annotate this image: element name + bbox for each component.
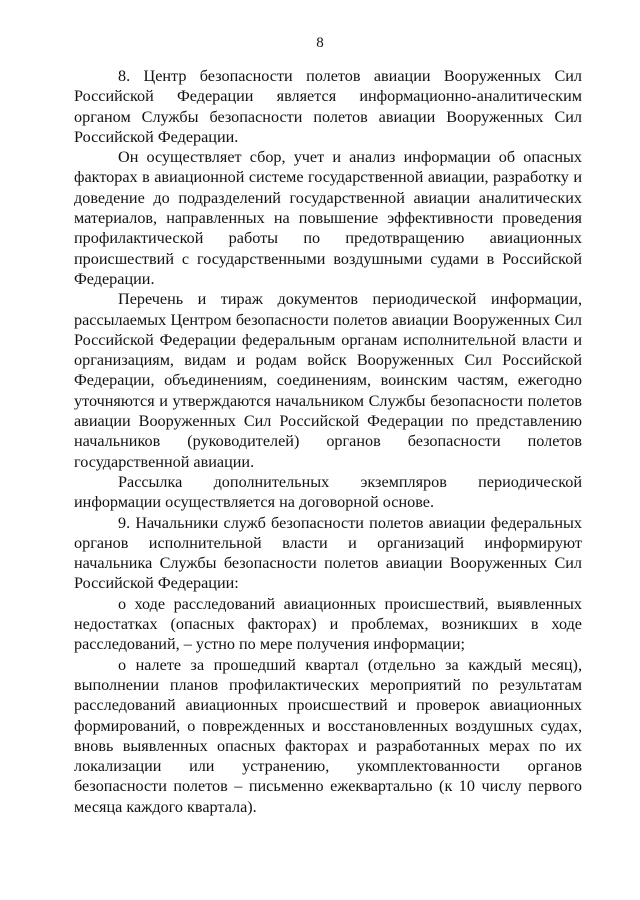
paragraph-document-list: Перечень и тираж документов периодической информации, рассылаемых Центром безопасности полетов авиации Вооруженных Сил Российской Федерации федеральным органам исполнительной власти и организациям, видам и родам войск Вооруженных Сил Российской Федерации, объединениям, соединениям, воинским частям, ежегодно уточняются и утверждаются начальником Службы безопасности полетов авиации Вооруженных Сил Российской Федерации по представлению начальников (руководителей) органов безопасности полетов государственной авиации.: [74, 290, 582, 471]
paragraph-extra-copies: Рассылка дополнительных экземпляров периодической информации осуществляется на договорной основе.: [74, 472, 582, 512]
paragraph-center-functions: Он осуществляет сбор, учет и анализ информации об опасных факторах в авиационной системе государственной авиации, разработку и доведение до подразделений государственной авиации аналитических материалов, направленных на повышение эффективности проведения профилактической работы по предотвращению авиационных происшествий с государственными воздушными судами в Российской Федерации.: [74, 148, 582, 288]
document-body: [74, 66, 582, 817]
paragraph-item-8: 8. Центр безопасности полетов авиации Вооруженных Сил Российской Федерации является информационно-аналитическим органом Службы безопасности полетов авиации Вооруженных Сил Российской Федерации.: [74, 67, 582, 146]
page-number: 8: [316, 35, 324, 51]
paragraph-item-9: 9. Начальники служб безопасности полетов авиации федеральных органов исполнительной власти и организаций информируют начальника Службы безопасности полетов авиации Вооруженных Сил Российской Федерации:: [74, 513, 582, 593]
paragraph-quarterly-report: о налете за прошедший квартал (отдельно за каждый месяц), выполнении планов профилактических мероприятий по результатам расследований авиационных происшествий и проверок авиационных формирований, о поврежденных и восстановленных воздушных судах, вновь выявленных опасных факторах и разработанных мерах по их локализации или устранению, укомплектованности органов безопасности полетов – письменно ежеквартально (к 10 числу первого месяца каждого квартала).: [74, 655, 582, 816]
paragraph-investigations: о ходе расследований авиационных происшествий, выявленных недостатках (опасных факторах) и проблемах, возникших в ходе расследований, – устно по мере получения информации;: [74, 594, 582, 654]
